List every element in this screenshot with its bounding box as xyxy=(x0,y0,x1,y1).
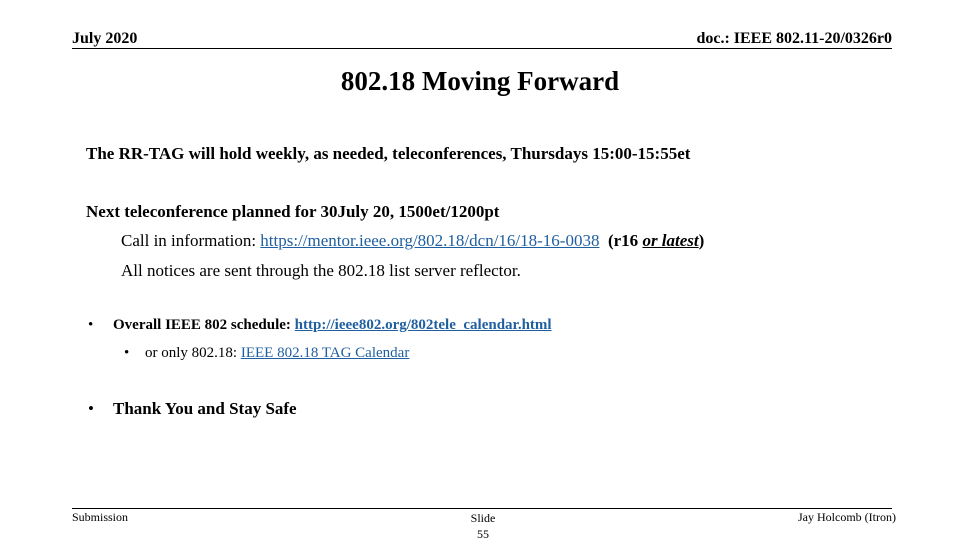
footer-author: Jay Holcomb (Itron) xyxy=(798,510,896,524)
footer-slide-label: Slide xyxy=(470,511,496,525)
calendar-link[interactable]: IEEE 802.18 TAG Calendar xyxy=(240,345,410,361)
schedule-link[interactable]: http://ieee802.org/802tele_calendar.html xyxy=(294,317,552,333)
bullet-marker: • xyxy=(88,399,94,418)
header-doc-id: doc.: IEEE 802.11-20/0326r0 xyxy=(696,30,892,47)
slide-title: 802.18 Moving Forward xyxy=(340,66,620,96)
header-date: July 2020 xyxy=(72,30,138,47)
notices-text: All notices are sent through the 802.18 list server reflector. xyxy=(121,261,521,280)
call-in-link[interactable]: https://mentor.ieee.org/802.18/dcn/16/18-16-0038 xyxy=(260,231,600,250)
revision-suffix: ) xyxy=(698,231,705,250)
thank-you-text: Thank You and Stay Safe xyxy=(113,399,297,418)
footer-submission: Submission xyxy=(72,510,129,524)
revision-prefix: (r16 xyxy=(607,231,643,250)
schedule-line xyxy=(113,317,552,334)
footer-rule xyxy=(72,508,892,509)
bullet-marker: • xyxy=(88,317,94,333)
footer-slide xyxy=(460,510,506,542)
footer-slide-number: 55 xyxy=(477,527,489,541)
next-teleconference-text: Next teleconference planned for 30July 20, 1500et/1200pt xyxy=(86,202,500,221)
sub-bullet-marker: • xyxy=(124,345,130,361)
calendar-label: or only 802.18: xyxy=(145,345,241,361)
call-in-line xyxy=(121,231,704,251)
or-latest-text: or latest xyxy=(642,231,699,250)
header-rule xyxy=(72,48,892,49)
calendar-line xyxy=(145,345,409,362)
schedule-label: Overall IEEE 802 schedule: xyxy=(113,317,295,333)
call-in-label: Call in information: xyxy=(121,231,261,250)
weekly-teleconference-text: The RR-TAG will hold weekly, as needed, teleconferences, Thursdays 15:00-15:55et xyxy=(86,144,691,163)
